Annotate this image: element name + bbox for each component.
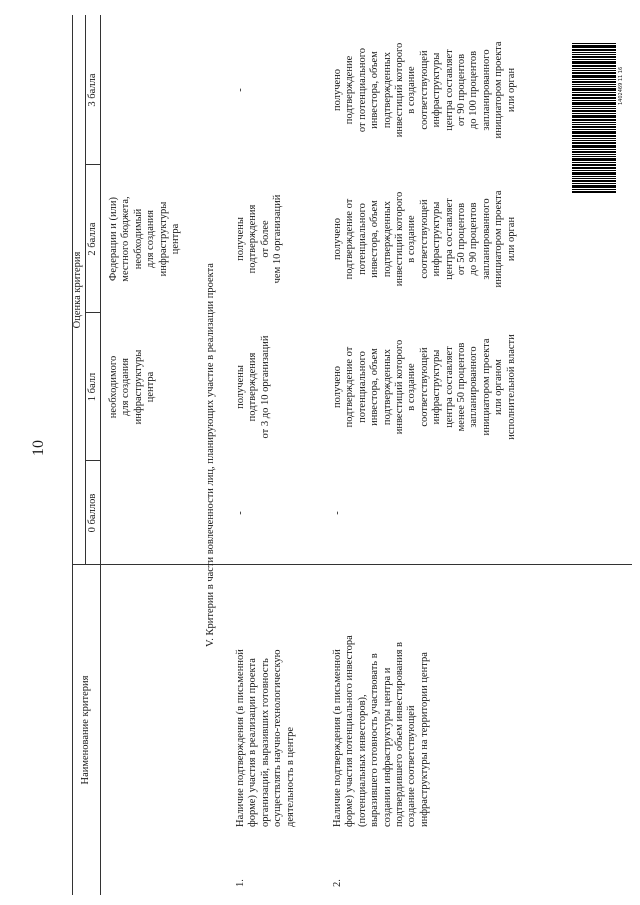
row-2-score-1: получено подтверждение от потенциального инвестора, объем подтвержденных инвестиций которого в создание соответствующей инфраструктуры центра составляет менее 50 процентов запланированного инициатором проекта или органом исполнительной власти [332, 334, 517, 440]
score-1-header: 1 балл [87, 372, 98, 402]
row-1-score-3: - [235, 88, 246, 92]
row-2-score-3: получено подтверждение от потенциального инвестора, объем подтвержденных инвестиций которого в создание соответствующей инфраструктуры центра составляет от 90 процентов до 100 процентов запланированного инициатором проекта или орган [332, 41, 517, 139]
row-2-number: 2. [332, 879, 343, 887]
barcode-code: 1402469 11 16 [618, 66, 624, 105]
row-2-score-2: получено подтверждение от потенциального инвестора, объем подтвержденных инвестиций которого в создание соответствующей инфраструктуры центра составляет от 50 процентов до 90 процентов запланированного инициатором проекта или орган [332, 190, 517, 288]
score-2-header: 2 балла [87, 222, 98, 256]
score-group-header: Оценка критерия [72, 251, 83, 329]
row-1-number: 1. [235, 879, 246, 887]
barcode-stamp [572, 7, 616, 193]
row-1-criterion: Наличие подтверждения (в письменной форме) участия в реализации проекта организаций, выразивших готовность осуществлять научно-технологическую деятельность в центре [235, 649, 296, 827]
continuation-score-1: необходимого для создания инфраструктуры центра [108, 349, 157, 425]
row-1-score-1: получены подтверждения от 3 до 10 организаций [235, 335, 271, 439]
score-0-header: 0 баллов [87, 493, 98, 533]
row-1-score-2: получены подтверждения от более чем 10 организаций [235, 194, 284, 284]
row-2-criterion: Наличие подтверждения (в письменной форме) участия потенциального инвестора (потенциальных инвесторов), выразившего готовность участвовать в создании инфраструктуры центра и подтвердившего объем инвестирования в создание соответствующей инфраструктуры на территории центра [332, 635, 430, 827]
score-header-divider [85, 15, 86, 565]
row-1-score-0: - [235, 511, 246, 515]
section-title: V. Критерии в части вовлеченности лиц, планирующих участие в реализации проекта [205, 263, 216, 647]
continuation-score-2: Федерации и (или) местного бюджета, необходимый для создания инфраструктуры центра [108, 196, 182, 282]
header-bottom-border [100, 15, 101, 895]
page-number: 10 [30, 440, 47, 456]
row-2-score-0: - [332, 511, 343, 515]
score-3-header: 3 балла [87, 73, 98, 107]
name-column-header: Наименование критерия [80, 675, 91, 785]
